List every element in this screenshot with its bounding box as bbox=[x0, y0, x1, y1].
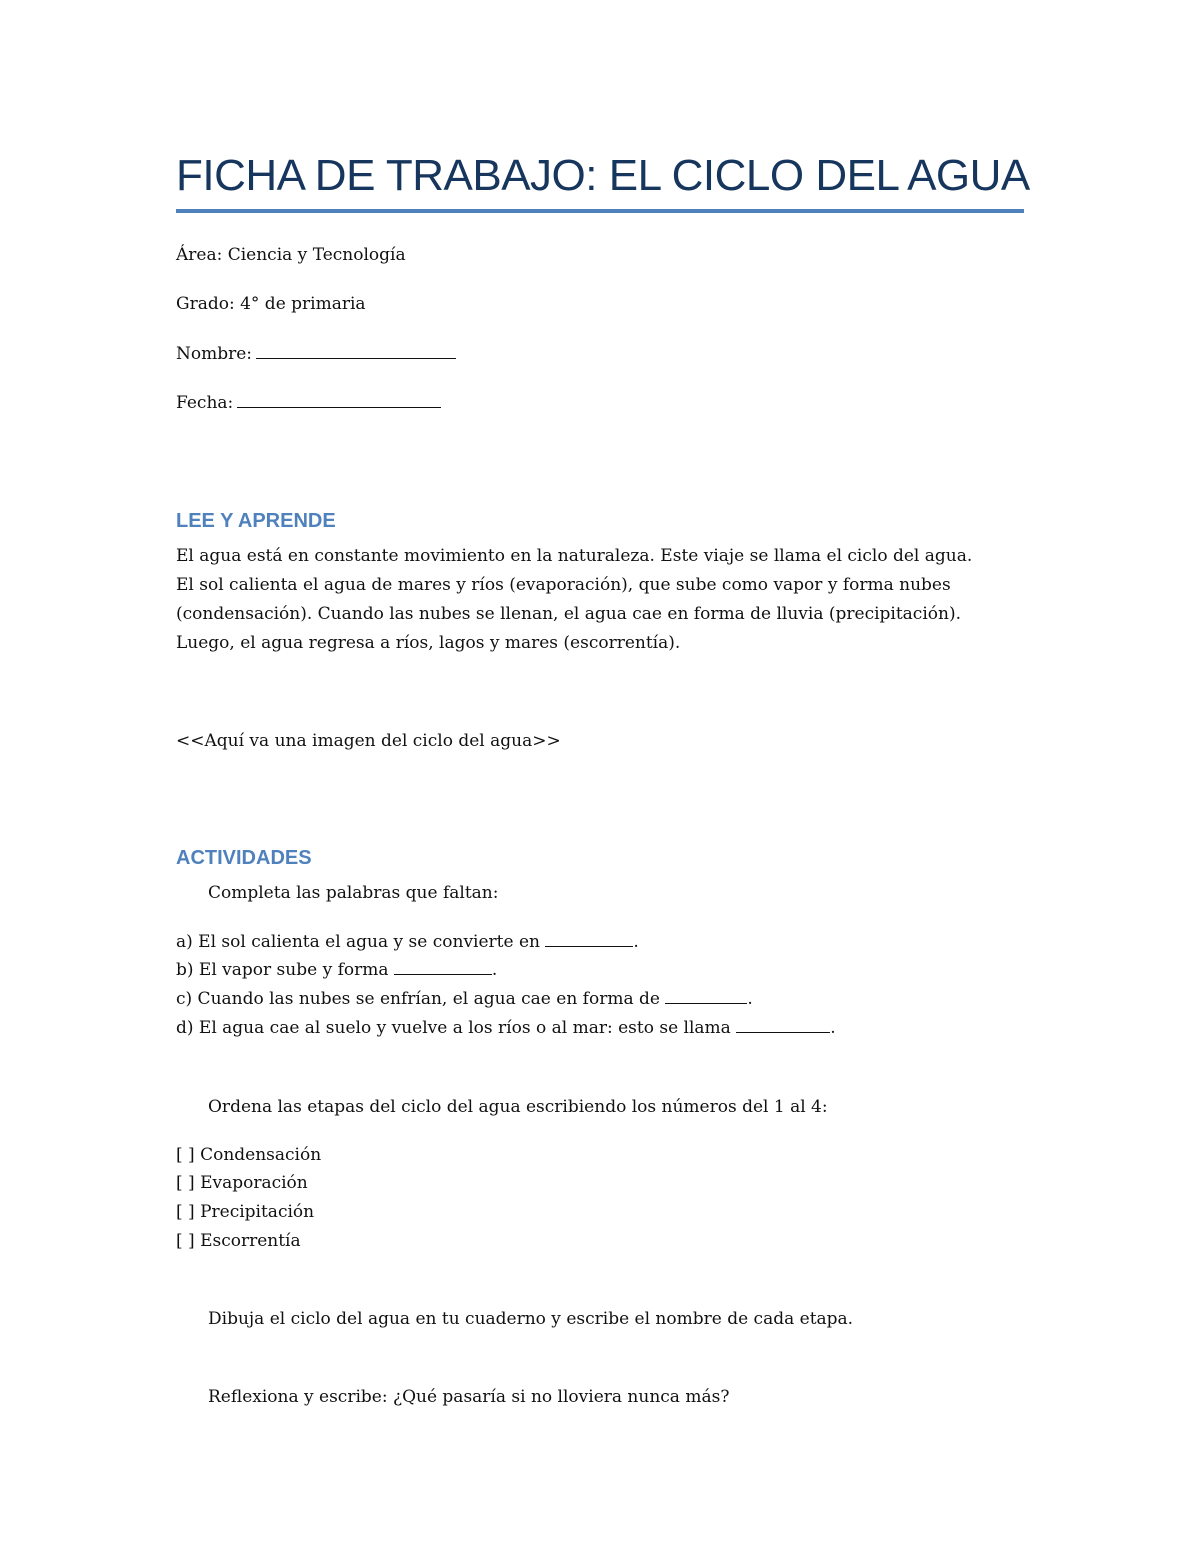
fill-in-text: b) El vapor sube y forma bbox=[176, 960, 389, 980]
paragraph-line: El agua está en constante movimiento en la naturaleza. Este viaje se llama el ciclo del agua. bbox=[176, 546, 973, 566]
draw-instruction: Dibuja el ciclo del agua en tu cuaderno y escribe el nombre de cada etapa. bbox=[208, 1309, 854, 1329]
area-line: Área: Ciencia y Tecnología bbox=[176, 245, 406, 265]
ordering-item[interactable]: [ ] Escorrentía bbox=[176, 1231, 301, 1251]
name-label: Nombre: bbox=[176, 344, 253, 364]
ordering-item[interactable]: [ ] Precipitación bbox=[176, 1202, 315, 1222]
read-paragraph bbox=[176, 542, 1024, 658]
fill-in-instruction: Completa las palabras que faltan: bbox=[208, 883, 499, 903]
paragraph-line: (condensación). Cuando las nubes se llenan, el agua cae en forma de lluvia (precipitación). bbox=[176, 604, 961, 624]
fill-in-end: . bbox=[747, 989, 753, 1009]
date-field-line bbox=[176, 390, 441, 415]
fill-in-end: . bbox=[633, 932, 639, 952]
read-section-heading: LEE Y APRENDE bbox=[176, 510, 336, 532]
fill-in-item-a bbox=[176, 930, 639, 954]
fill-in-item-b bbox=[176, 958, 497, 982]
ordering-item[interactable]: [ ] Condensación bbox=[176, 1145, 322, 1165]
fill-in-blank[interactable] bbox=[736, 1018, 830, 1033]
image-placeholder-text: <<Aquí va una imagen del ciclo del agua>> bbox=[176, 731, 561, 751]
grade-line: Grado: 4° de primaria bbox=[176, 294, 366, 314]
fill-in-blank[interactable] bbox=[545, 932, 633, 947]
paragraph-line: Luego, el agua regresa a ríos, lagos y mares (escorrentía). bbox=[176, 633, 681, 653]
fill-in-item-c bbox=[176, 987, 753, 1011]
name-field-line bbox=[176, 341, 456, 366]
fill-in-blank[interactable] bbox=[394, 960, 492, 975]
fill-in-text: c) Cuando las nubes se enfrían, el agua cae en forma de bbox=[176, 989, 660, 1009]
paragraph-line: El sol calienta el agua de mares y ríos (evaporación), que sube como vapor y forma nubes bbox=[176, 575, 951, 595]
page-title: FICHA DE TRABAJO: EL CICLO DEL AGUA bbox=[176, 151, 1030, 200]
fill-in-end: . bbox=[830, 1018, 836, 1038]
fill-in-end: . bbox=[491, 960, 498, 980]
fill-in-blank[interactable] bbox=[665, 989, 747, 1004]
activities-heading: ACTIVIDADES bbox=[176, 847, 312, 869]
ordering-item[interactable]: [ ] Evaporación bbox=[176, 1173, 308, 1193]
date-blank[interactable] bbox=[237, 390, 441, 408]
title-underline bbox=[176, 209, 1024, 213]
ordering-instruction: Ordena las etapas del ciclo del agua escribiendo los números del 1 al 4: bbox=[208, 1097, 828, 1117]
fill-in-text: d) El agua cae al suelo y vuelve a los ríos o al mar: esto se llama bbox=[176, 1018, 731, 1038]
fill-in-text: a) El sol calienta el agua y se convierte en bbox=[176, 932, 540, 952]
name-blank[interactable] bbox=[256, 341, 456, 359]
fill-in-item-d bbox=[176, 1016, 836, 1040]
date-label: Fecha: bbox=[176, 393, 234, 413]
reflect-instruction: Reflexiona y escribe: ¿Qué pasaría si no lloviera nunca más? bbox=[208, 1387, 730, 1407]
